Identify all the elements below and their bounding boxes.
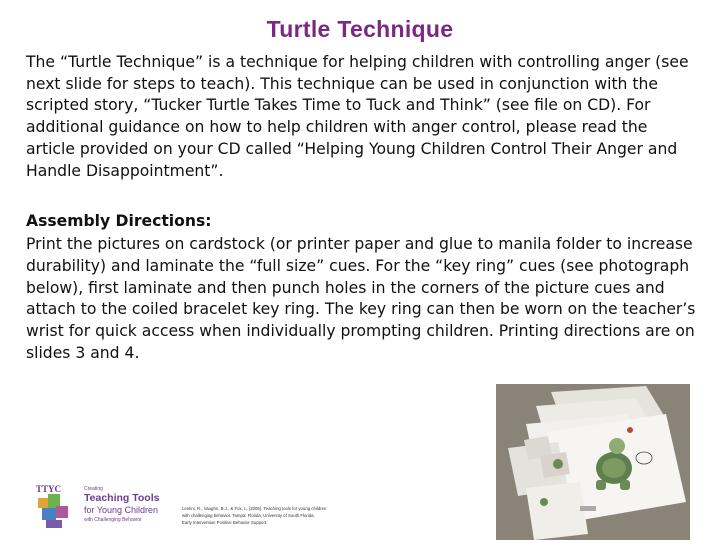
page-title: Turtle Technique	[266, 16, 454, 42]
intro-paragraph: The “Turtle Technique” is a technique for helping children with controlling anger (see next slide for steps to teach). This technique can be used in conjunction with the scripted story, “Tucker Turtle Takes Time to Tuck and Think” (see file on CD). For additional guidance on how to help children with anger control, please read the article provided on your CD called “Helping Young Children Control Their Anger and Handle Disappointment”.	[26, 53, 689, 180]
citation	[182, 505, 326, 526]
logo-small-text: Creating	[84, 486, 103, 492]
citation-line-3: Early Intervention Positive Behavior Support.	[182, 520, 268, 525]
logo-acronym: TTYC	[36, 484, 62, 494]
logo-line-1: Teaching Tools	[84, 492, 160, 504]
turtle-cards-photo-illustration	[496, 384, 690, 540]
logo-blocks-icon	[38, 494, 72, 528]
citation-line-2: with challenging behavior. Tampa: Florida, University of South Florida,	[182, 513, 315, 518]
turtle-cards-photo	[496, 384, 690, 540]
assembly-heading: Assembly Directions:	[26, 212, 212, 230]
citation-line-1: Lentini, R., Vaughn, B.J., & Fox, L. (2005). Teaching tools for young children	[182, 506, 327, 511]
assembly-paragraph: Print the pictures on cardstock (or printer paper and glue to manila folder to increase durability) and laminate the “full size” cues. For the “key ring” cues (see photograph below), first laminate and then punch holes in the corners of the picture cues and attach to the coiled bracelet key ring. The key ring can then be worn on the teacher’s wrist for quick access when individually prompting children. Printing directions are on slides 3 and 4.	[26, 235, 696, 362]
logo-line-2: for Young Children	[84, 505, 159, 515]
teaching-tools-logo	[36, 484, 158, 530]
logo-line-3: with Challenging Behavior	[84, 517, 142, 523]
